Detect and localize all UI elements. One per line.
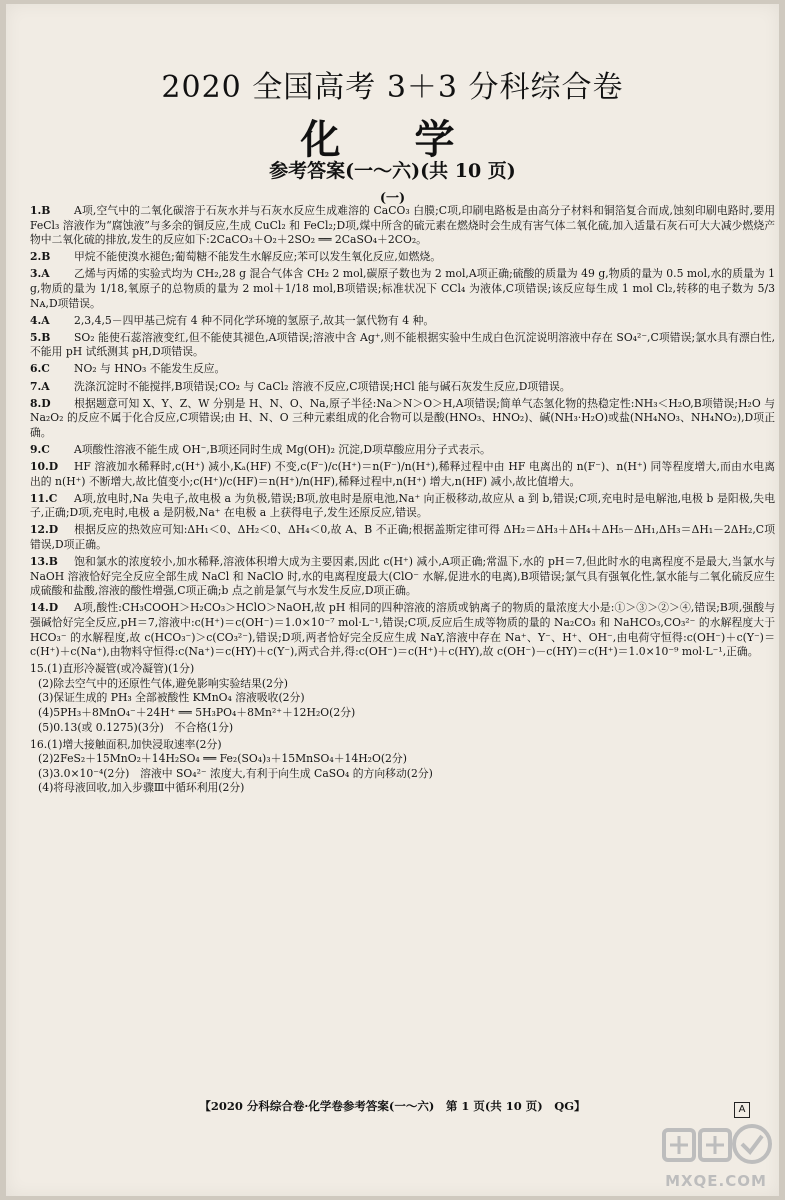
answer-line: (2)除去空气中的还原性气体,避免影响实验结果(2分) — [38, 676, 288, 690]
answer-text: 根据反应的热效应可知:ΔH₁＜0、ΔH₂＜0、ΔH₄＜0,故 A、B 不正确;根据盖斯定律可得 ΔH₂＝ΔH₃＋ΔH₄＋ΔH₅－ΔH₁,ΔH₃＝ΔH₁－2ΔH₂,C项错误,D项正确。 — [30, 523, 775, 551]
answer-sheet — [6, 4, 779, 1196]
answer-number: 12.D — [30, 523, 59, 537]
question-number: 16. — [30, 737, 48, 751]
answer-line: (5)0.13(或 0.1275)(3分) 不合格(1分) — [38, 720, 234, 734]
answer-list — [30, 204, 775, 799]
answer-text: 饱和氯水的浓度较小,加水稀释,溶液体积增大成为主要因素,因此 c(H⁺) 减小,A项正确;常温下,水的 pH＝7,但此时水的电离程度不是最大,当氯水与 NaOH 溶液恰好完全反应全部生成 NaCl 和 NaClO 时,水的电离程度最大(ClO⁻ 水解,促进水的电离),B项错误;氯气具有强氧化性,氯水能与二氧化硫反应生成硫酸和盐酸,溶液的酸性增强,C项正确;b 点之前是氯气与水发生反应,D项正确。 — [30, 555, 775, 598]
watermark-url: MXQE.COM — [665, 1172, 767, 1190]
question-15 — [30, 662, 775, 735]
answer-line: (3)保证生成的 PH₃ 全部被酸性 KMnO₄ 溶液吸收(2分) — [38, 691, 305, 705]
answer-number: 14.D — [30, 601, 59, 615]
answer-item — [30, 523, 775, 552]
answer-text: HF 溶液加水稀释时,c(H⁺) 减小,Kₐ(HF) 不变,c(F⁻)/c(H⁺)＝n(F⁻)/n(H⁺),稀释过程中由 HF 电离出的 n(F⁻)、n(H⁺) 同等程度增大,而由水电离出的 n(H⁺) 不断增大,故比值变小;c(H⁺)/c(HF)＝n(H⁺)/n(HF),稀释过程中,n(H⁺) 增大,n(HF) 减小,故比值增大。 — [30, 460, 775, 488]
answer-text: A项,空气中的二氧化碳溶于石灰水并与石灰水反应生成难溶的 CaCO₃ 白膜;C项,印刷电路板是由高分子材料和铜箔复合而成,蚀刻印刷电路时,要用 FeCl₃ 溶液作为“腐蚀液”与多余的铜反应,生成 CuCl₂ 和 FeCl₂;D项,煤中所含的硫元素在燃烧时会生成有害气体二氧化硫,加入适量石灰石可大大减少燃烧产物中二氧化硫的排放,发生的反应如下:2CaCO₃＋O₂＋2SO₂ ══ 2CaSO₄＋2CO₂。 — [30, 204, 775, 247]
answer-line: (1)直形冷凝管(或冷凝管)(1分) — [47, 662, 195, 676]
answer-text: 洗涤沉淀时不能搅拌,B项错误;CO₂ 与 CaCl₂ 溶液不反应,C项错误;HCl 能与碱石灰发生反应,D项错误。 — [74, 379, 571, 393]
answer-text: A项,酸性:CH₃COOH＞H₂CO₃＞HClO＞NaOH,故 pH 相同的四种溶液的溶质或钠离子的物质的量浓度大小是:①＞③＞②＞④,错误;B项,强酸与强碱恰好完全反应,pH＝7,溶液中:c(H⁺)＝c(OH⁻)＝1.0×10⁻⁷ mol·L⁻¹,错误;C项,反应后生成等物质的量的 Na₂CO₃ 和 NaHCO₃,CO₃²⁻ 的水解程度大于 HCO₃⁻ 的水解程度,故 c(HCO₃⁻)＞c(CO₃²⁻),错误;D项,两者恰好完全反应生成 NaY,溶液中存在 Na⁺、Y⁻、H⁺、OH⁻,由电荷守恒得:c(OH⁻)＋c(Y⁻)＝c(H⁺)＋c(Na⁺),由物料守恒得:c(Na⁺)＝c(HY)＋c(Y⁻),两式合并,得:c(OH⁻)＝c(H⁺)＋c(HY),故 c(OH⁻)－c(HY)＝c(H⁺)＝1.0×10⁻⁹ mol·L⁻¹,正确。 — [30, 601, 775, 659]
answer-item — [30, 250, 775, 265]
page-footer: 【2020 分科综合卷·化学卷参考答案(一～六) 第 1 页(共 10 页) QG】 — [199, 1099, 586, 1113]
answer-number: 1.B — [30, 204, 51, 217]
answer-number: 2.B — [30, 250, 51, 264]
answer-text: 根据题意可知 X、Y、Z、W 分别是 H、N、O、Na,原子半径:Na＞N＞O＞H,A项错误;简单气态氢化物的热稳定性:NH₃＜H₂O,B项错误;H₂O 与 Na₂O₂ 的反应不属于化合反应,C项错误;由 H、N、O 三种元素组成的化合物可以是酸(HNO₃、HNO₂)、碱(NH₃·H₂O)或盐(NH₄NO₃、NH₄NO₂),D项正确。 — [30, 396, 775, 439]
answer-item — [30, 204, 775, 248]
subject-title: 化 学 — [300, 116, 485, 163]
exam-title: 2020 全国高考 3＋3 分科综合卷 — [161, 70, 624, 105]
answer-item — [30, 492, 775, 521]
watermark-logo-icon — [656, 1122, 776, 1170]
answer-line: (3)3.0×10⁻⁴(2分) 溶液中 SO₄²⁻ 浓度大,有利于向生成 CaSO₄ 的方向移动(2分) — [38, 766, 433, 780]
answer-item — [30, 555, 775, 599]
answer-number: 10.D — [30, 460, 59, 473]
version-badge: A — [734, 1102, 750, 1118]
answer-item — [30, 443, 775, 458]
watermark — [656, 1122, 776, 1192]
answer-text: 甲烷不能使溴水褪色;葡萄糖不能发生水解反应;苯可以发生氧化反应,如燃烧。 — [74, 250, 442, 264]
answer-number: 6.C — [30, 362, 50, 376]
answer-text: 乙烯与丙烯的实验式均为 CH₂,28 g 混合气体含 CH₂ 2 mol,碳原子数也为 2 mol,A项正确;硫酸的质量为 49 g,物质的量为 0.5 mol,水的质量为 1 g,物质的量为 1/18,氧原子的总物质的量为 2 mol＋1/18 mol,B项错误;标准状况下 CCl₄ 为液体,C项错误;该反应每生成 1 mol Cl₂,转移的电子数为 5/3 Nᴀ,D项错误。 — [30, 267, 775, 310]
answer-text: SO₂ 能使石蕊溶液变红,但不能使其褪色,A项错误;溶液中含 Ag⁺,则不能根据实验中生成白色沉淀说明溶液中存在 SO₄²⁻,C项错误;氯水具有漂白性,不能用 pH 试纸测其 pH,D项错误。 — [30, 330, 775, 359]
answer-item — [30, 314, 775, 329]
answer-number: 8.D — [30, 396, 51, 410]
answer-line: (4)5PH₃＋8MnO₄⁻＋24H⁺ ══ 5H₃PO₄＋8Mn²⁺＋12H₂O(2分) — [38, 706, 356, 719]
answer-number: 7.A — [30, 379, 50, 393]
answer-text: 2,3,4,5－四甲基己烷有 4 种不同化学环境的氢原子,故其一氯代物有 4 种。 — [74, 313, 435, 327]
answer-item — [30, 601, 775, 659]
answer-item — [30, 267, 775, 311]
question-16 — [30, 738, 775, 796]
answer-number: 4.A — [30, 313, 50, 327]
answer-text: NO₂ 与 HNO₃ 不能发生反应。 — [74, 362, 226, 376]
answer-line: (1)增大接触面积,加快浸取速率(2分) — [47, 737, 222, 751]
answer-number: 3.A — [30, 267, 50, 281]
answer-number: 11.C — [30, 491, 58, 505]
answer-line: (4)将母液回收,加入步骤Ⅲ中循环利用(2分) — [38, 781, 245, 795]
answer-item — [30, 460, 775, 489]
question-number: 15. — [30, 662, 48, 676]
section-label: (一) — [379, 191, 406, 206]
answer-number: 5.B — [30, 330, 51, 344]
answer-item — [30, 380, 775, 395]
answer-subtitle: 参考答案(一～六)(共 10 页) — [269, 160, 516, 182]
answer-text: A项,放电时,Na 失电子,故电极 a 为负极,错误;B项,放电时是原电池,Na⁺ 向正极移动,故应从 a 到 b,错误;C项,充电时是电解池,电极 b 是阳极,失电子,正确;D项,充电时,电极 a 是阴极,Na⁺ 在电极 a 上获得电子,发生还原反应,错误。 — [30, 491, 775, 520]
answer-line: (2)2FeS₂＋15MnO₂＋14H₂SO₄ ══ Fe₂(SO₄)₃＋15MnSO₄＋14H₂O(2分) — [38, 752, 407, 766]
answer-item — [30, 362, 775, 377]
answer-item — [30, 331, 775, 360]
answer-item — [30, 397, 775, 441]
answer-text: A项酸性溶液不能生成 OH⁻,B项还同时生成 Mg(OH)₂ 沉淀,D项草酸应用分子式表示。 — [74, 442, 491, 456]
answer-number: 13.B — [30, 555, 58, 569]
answer-number: 9.C — [30, 442, 50, 456]
